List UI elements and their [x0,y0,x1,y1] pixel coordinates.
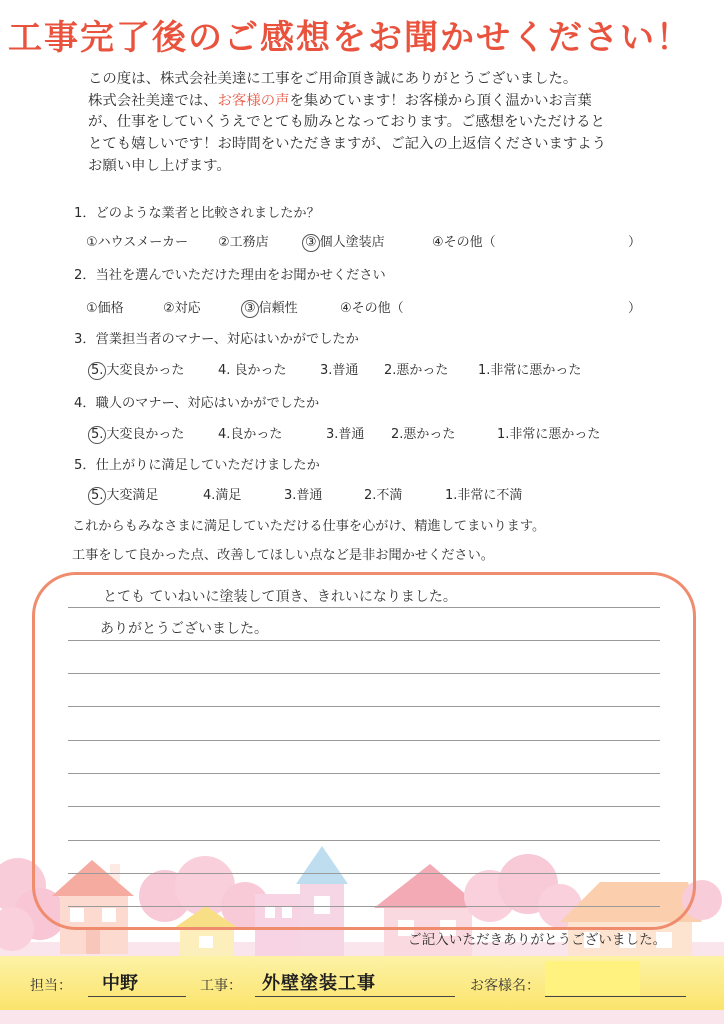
option-text: 価格 [97,301,124,316]
option-number: 5. [88,426,106,444]
option-text: 不満 [376,488,403,503]
option-3 [326,426,364,444]
option-text: 普通 [332,363,359,378]
option-number: 4. [203,488,216,503]
option-5 [91,362,184,380]
intro-line-4: とても嬉しいです！お時間をいただきますが、ご記入の上返信くださいますよう [88,136,607,153]
closing-message: これからもみなさまに満足していただける仕事を心がけ、精進してまいります。 [72,519,546,534]
option-text: 対応 [174,301,201,316]
option-number: 2. [364,488,377,503]
intro-line-2-start: 株式会社美達では、 [88,92,218,109]
option-1 [497,426,600,444]
comment-line [68,806,660,807]
question-label: 4．職人のマナー、対応はいかがでしたか [74,396,320,411]
close-paren: ） [628,301,642,316]
option-4 [218,426,282,444]
option-text: 悪かった [403,427,456,442]
comment-line [68,840,660,841]
handwritten-comment-1: とても ていねいに塗装して頂き、きれいになりました。 [103,589,457,605]
option-number: ① [86,235,98,250]
customer-underline [545,996,686,997]
option-4 [340,300,404,318]
option-text: 工務店 [229,235,269,250]
comment-line [68,773,660,774]
option-2 [364,487,402,505]
option-text: 大変良かった [106,427,185,442]
work-label: 工事： [200,978,242,994]
option-4 [218,362,287,380]
option-text: 非常に悪かった [509,427,601,442]
comment-line [68,906,660,907]
option-text: 大変満足 [106,488,159,503]
option-number: ④ [432,235,444,250]
intro-line-5: お願い申し上げます。 [88,157,231,174]
handwritten-comment-2: ありがとうございました。 [100,621,268,637]
option-number: 2. [384,363,397,378]
option-number: 4. [218,427,231,442]
option-4 [203,487,241,505]
option-1 [86,300,124,318]
intro-line-3: が、仕事をしていくうえでとても励みとなっております。ご感想をいただけると [88,114,605,131]
staff-name: 中野 [102,973,138,994]
option-2 [391,426,455,444]
comment-line [68,640,660,641]
comment-line [68,873,660,874]
option-text: 信頼性 [258,301,298,316]
work-underline [255,996,455,997]
comment-prompt: 工事をして良かった点、改善してほしい点など是非お聞かせください。 [72,548,494,563]
question-label: 1．どのような業者と比較されましたか？ [74,206,320,221]
option-number: 3. [284,488,297,503]
form-title: 工事完了後のご感想をお聞かせください！ [8,18,692,58]
option-5 [91,487,158,505]
option-number: 3. [326,427,339,442]
intro-line-2 [88,91,606,113]
option-1 [478,362,581,380]
question-label: 5．仕上がりに満足していただけましたか [74,458,320,473]
option-text: 非常に悪かった [490,363,582,378]
intro-line-2-end: を集めています！お客様から頂く温かいお言葉 [289,92,592,109]
option-5 [91,426,184,444]
option-3 [320,362,358,380]
option-3 [244,300,298,318]
option-number: ② [218,235,230,250]
option-text: 満足 [215,488,242,503]
option-text: 普通 [338,427,365,442]
close-paren: ） [628,235,642,250]
intro-line-1: この度は、株式会社美達に工事をご用命頂き誠にありがとうございました。 [88,71,578,87]
option-2 [163,300,201,318]
option-text: 良かった [230,363,287,378]
intro-text [88,69,606,178]
comment-line [68,740,660,741]
option-number: ① [86,301,98,316]
option-text: その他（ [351,301,404,316]
option-text: 非常に不満 [457,488,523,503]
door [86,928,100,954]
option-1 [86,234,188,252]
option-number: ③ [302,234,320,252]
comment-line [68,706,660,707]
option-number: 1. [497,427,510,442]
option-text: 大変良かった [106,363,185,378]
option-number: 3. [320,363,333,378]
option-3 [305,234,385,252]
option-2 [218,234,269,252]
option-text: ハウスメーカー [97,235,189,250]
window [199,936,213,948]
option-3 [284,487,322,505]
option-text: 悪かった [396,363,449,378]
option-text: 個人塗装店 [319,235,385,250]
option-number: 1. [478,363,491,378]
option-number: 1. [445,488,458,503]
option-text: 良かった [230,427,283,442]
option-number: 4. [218,363,231,378]
option-4 [432,234,496,252]
thanks-message: ご記入いただきありがとうございました。 [408,932,667,948]
option-number: ② [163,301,175,316]
option-2 [384,362,448,380]
customer-name-redacted [545,961,640,995]
question-label: 2．当社を選んでいただけた理由をお聞かせください [74,268,386,283]
option-text: その他（ [443,235,496,250]
option-number: ④ [340,301,352,316]
comment-line [68,673,660,674]
option-number: ③ [241,300,259,318]
customer-label: お客様名： [470,978,540,994]
staff-underline [88,996,186,997]
option-text: 普通 [296,488,323,503]
option-number: 5. [88,362,106,380]
option-number: 5. [88,487,106,505]
question-label: 3．営業担当者のマナー、対応はいかがでしたか [74,332,359,347]
staff-label: 担当： [30,978,72,994]
customer-voice-highlight: お客様の声 [217,92,290,109]
comment-line [68,607,660,608]
option-1 [445,487,522,505]
option-number: 2. [391,427,404,442]
work-name: 外壁塗装工事 [262,973,376,994]
